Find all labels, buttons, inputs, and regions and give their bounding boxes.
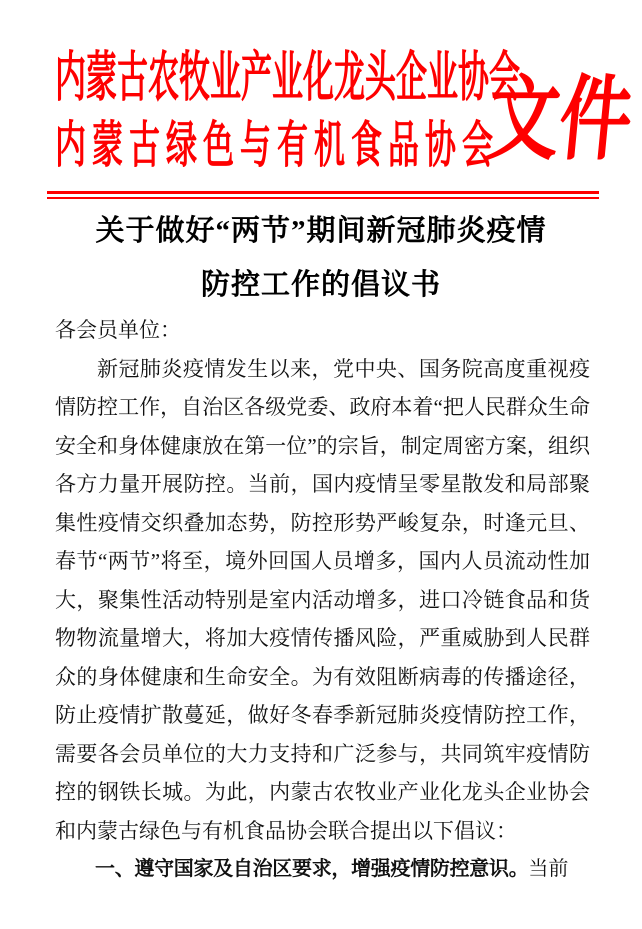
org-name-line-2: 内蒙古绿色与有机食品协会 (55, 116, 493, 174)
initiative-item-1-heading: 一、遵守国家及自治区要求，增强疫情防控意识。 (95, 858, 529, 880)
title-line-2: 防控工作的倡议书 (200, 269, 441, 301)
org-name-line-1: 内蒙古农牧业产业化龙头企业协会 (55, 46, 520, 108)
document-type-label: 文件 (482, 68, 637, 172)
salutation: 各会员单位： (55, 318, 181, 342)
document-title (0, 204, 642, 312)
document-body (55, 311, 590, 889)
red-separator-line (47, 191, 599, 199)
initiative-item-1 (55, 850, 590, 889)
initiative-item-1-tail: 当前 (528, 858, 569, 880)
body-paragraph: 新冠肺炎疫情发生以来，党中央、国务院高度重视疫情防控工作，自治区各级党委、政府本着“把人民群众生命安全和身体健康放在第一位”的宗旨，制定周密方案，组织各方力量开展防控。当前，国内疫情呈零星散发和局部聚集性疫情交织叠加态势，防控形势严峻复杂，时逢元旦、春节“两节”将至，境外回国人员增多，国内人员流动性加大，聚集性活动特别是室内活动增多，进口冷链食品和货物物流量增大，将加大疫情传播风险，严重威胁到人民群众的身体健康和生命安全。为有效阻断病毒的传播途径，防止疫情扩散蔓延，做好冬春季新冠肺炎疫情防控工作，需要各会员单位的大力支持和广泛参与，共同筑牢疫情防控的钢铁长城。为此，内蒙古农牧业产业化龙头企业协会和内蒙古绿色与有机食品协会联合提出以下倡议： (55, 356, 590, 843)
title-line-1: 关于做好“两节”期间新冠肺炎疫情 (95, 215, 547, 247)
